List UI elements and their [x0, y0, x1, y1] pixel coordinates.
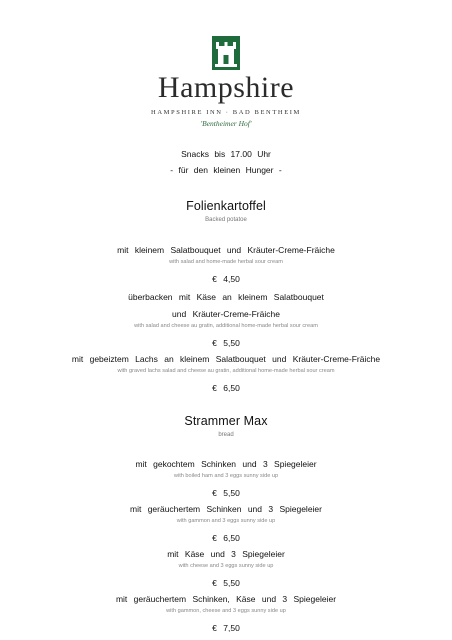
- item-translation: with cheese and 3 eggs sunny side up: [178, 563, 274, 569]
- item-price: € 5,50: [212, 578, 240, 588]
- item-name: überbacken mit Käse an kleinem Salatbouquet: [128, 292, 324, 302]
- item-translation: with gammon, cheese and 3 eggs sunny side up: [166, 608, 286, 614]
- brand-subtitle: HAMPSHIRE INN · BAD BENTHEIM: [151, 109, 301, 116]
- item-price: € 5,50: [212, 338, 240, 348]
- item-translation: with gammon and 3 eggs sunny side up: [176, 518, 276, 524]
- brand-name: Hampshire: [157, 71, 295, 104]
- section-title-strammer-max: Strammer Max: [184, 414, 268, 428]
- item-name: mit gebeiztem Lachs an kleinem Salatbouquet und Kräuter-Creme-Fräiche: [71, 354, 381, 364]
- intro-line: Snacks bis 17.00 Uhr: [181, 149, 271, 159]
- item-price: € 6,50: [212, 383, 240, 393]
- brand-tagline: 'Bentheimer Hof': [200, 119, 252, 128]
- castle-crest-icon: [212, 36, 240, 70]
- section-title-folienkartoffel: Folienkartoffel: [186, 199, 266, 213]
- item-translation: with salad and cheese au gratin, additional home-made herbal sour cream: [134, 323, 318, 329]
- item-name: mit kleinem Salatbouquet und Kräuter-Creme-Fräiche: [117, 245, 335, 255]
- item-price: € 5,50: [212, 488, 240, 498]
- item-translation: with graved lachs salad and cheese au gratin, additional home-made herbal sour cream: [117, 368, 335, 374]
- item-translation: with salad and home-made herbal sour cream: [169, 259, 283, 265]
- item-name: mit geräuchertem Schinken, Käse und 3 Spiegeleier: [115, 594, 337, 604]
- hotel-logo: [0, 36, 452, 128]
- intro-subline: - für den kleinen Hunger -: [170, 165, 282, 175]
- item-name: mit geräuchertem Schinken und 3 Spiegeleier: [130, 504, 322, 514]
- item-name: mit Käse und 3 Spiegeleier: [167, 549, 285, 559]
- item-name: mit gekochtem Schinken und 3 Spiegeleier: [135, 459, 317, 469]
- item-price: € 4,50: [212, 274, 240, 284]
- item-price: € 6,50: [212, 533, 240, 543]
- item-translation: with boiled ham and 3 eggs sunny side up: [173, 473, 279, 479]
- section-subtitle: bread: [218, 432, 234, 438]
- menu-content: [0, 148, 452, 634]
- item-name-cont: und Kräuter-Creme-Fräiche: [172, 309, 280, 319]
- item-price: € 7,50: [212, 623, 240, 633]
- section-subtitle: Backed potatoe: [205, 217, 247, 223]
